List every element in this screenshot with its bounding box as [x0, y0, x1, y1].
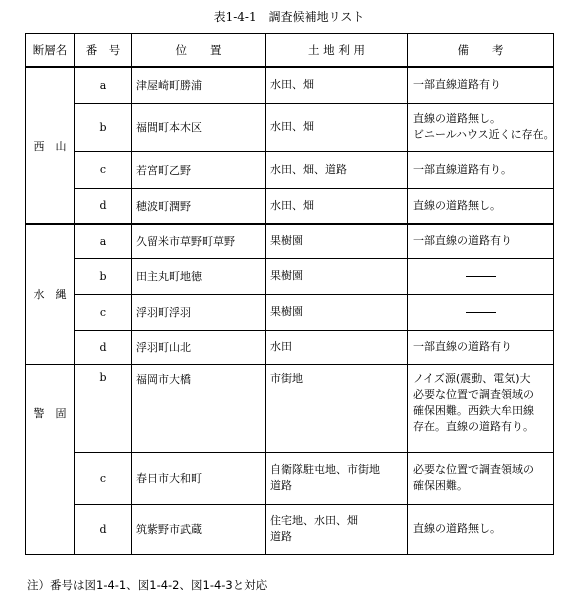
row-location: 福岡市大橋: [132, 364, 266, 452]
row-land-use: 水田: [266, 330, 408, 364]
row-number: a: [75, 67, 132, 103]
row-remark: ノイズ源(震動、電気)大 必要な位置で調査領域の 確保困難。西鉄大牟田線 存在。直線の道路有り。: [408, 364, 554, 452]
row-remark: 直線の道路無し。 ビニールハウス近くに存在。: [408, 103, 554, 151]
row-remark: 直線の道路無し。: [408, 188, 554, 224]
row-remark: [408, 294, 554, 330]
row-land-use: 水田、畑: [266, 103, 408, 151]
table-row: [26, 294, 554, 330]
row-number: b: [75, 258, 132, 294]
row-number: c: [75, 151, 132, 188]
row-location: 浮羽町山北: [132, 330, 266, 364]
footnote: 注）番号は図1-4-1、図1-4-2、図1-4-3と対応: [27, 578, 268, 592]
row-number: c: [75, 452, 132, 504]
row-land-use: 市街地: [266, 364, 408, 452]
row-remark: 必要な位置で調査領域の 確保困難。: [408, 452, 554, 504]
row-remark: 一部直線道路有り。: [408, 151, 554, 188]
table-row: [26, 452, 554, 504]
row-remark: 一部直線の道路有り: [408, 330, 554, 364]
row-location: 穂波町潤野: [132, 188, 266, 224]
row-land-use: 水田、畑: [266, 67, 408, 103]
row-land-use: 住宅地、水田、畑 道路: [266, 504, 408, 554]
header-location: 位 置: [132, 34, 266, 68]
table-row: [26, 330, 554, 364]
row-number: c: [75, 294, 132, 330]
header-number: 番 号: [75, 34, 132, 68]
row-land-use: 水田、畑、道路: [266, 151, 408, 188]
row-remark: [408, 258, 554, 294]
row-location: 津屋崎町勝浦: [132, 67, 266, 103]
row-land-use: 果樹園: [266, 224, 408, 258]
table-row: [26, 103, 554, 151]
row-land-use: 自衛隊駐屯地、市街地 道路: [266, 452, 408, 504]
row-remark: 一部直線の道路有り: [408, 224, 554, 258]
header-fault: 断層名: [26, 34, 75, 68]
table-row: [26, 151, 554, 188]
table-row: [26, 258, 554, 294]
table-row: [26, 188, 554, 224]
row-location: 筑紫野市武蔵: [132, 504, 266, 554]
header-row: [26, 34, 554, 68]
table-row: [26, 224, 554, 258]
row-number: d: [75, 188, 132, 224]
dash-mark: [466, 312, 496, 313]
row-location: 浮羽町浮羽: [132, 294, 266, 330]
fault-name: 西 山: [26, 67, 75, 224]
row-number: a: [75, 224, 132, 258]
row-land-use: 果樹園: [266, 294, 408, 330]
row-number: d: [75, 504, 132, 554]
fault-name: 水 縄: [26, 224, 75, 364]
dash-mark: [466, 276, 496, 277]
table-row: [26, 67, 554, 103]
table-row: [26, 504, 554, 554]
row-location: 田主丸町地徳: [132, 258, 266, 294]
table-title: 表1-4-1 調査候補地リスト: [213, 10, 365, 24]
row-location: 若宮町乙野: [132, 151, 266, 188]
row-location: 福間町本木区: [132, 103, 266, 151]
row-number: b: [75, 364, 132, 452]
row-number: d: [75, 330, 132, 364]
table-row: [26, 364, 554, 452]
row-land-use: 果樹園: [266, 258, 408, 294]
row-location: 春日市大和町: [132, 452, 266, 504]
candidate-site-table: [25, 33, 554, 555]
header-remarks: 備 考: [408, 34, 554, 68]
header-land-use: 土 地 利 用: [266, 34, 408, 68]
row-land-use: 水田、畑: [266, 188, 408, 224]
row-location: 久留米市草野町草野: [132, 224, 266, 258]
row-number: b: [75, 103, 132, 151]
fault-name: 警 固: [26, 364, 75, 554]
row-remark: 一部直線道路有り: [408, 67, 554, 103]
row-remark: 直線の道路無し。: [408, 504, 554, 554]
